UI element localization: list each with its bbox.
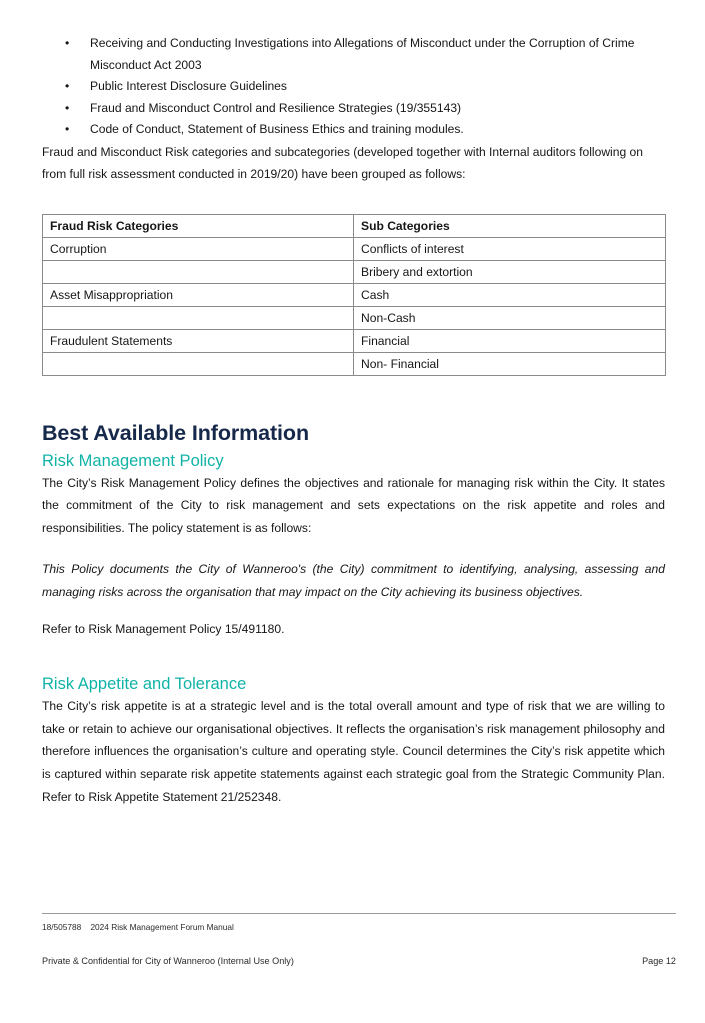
spacer — [42, 539, 665, 558]
table-cell-category: Fraudulent Statements — [43, 329, 354, 352]
subsection-paragraph: The City’s risk appetite is at a strategic level and is the total overall amount and type of risk that we are willing to take or retain to achieve our organisational objectives. It reflects the organisation’s risk management philosophy and therefore influences the organisation’s culture and operating style. Council determines the City’s risk appetite which is captured within separate risk appetite statements against each strategic goal from the Strategic Community Plan. Refer to Risk Appetite Statement 21/252348. — [42, 699, 665, 804]
table-cell-subcategory: Cash — [354, 283, 666, 306]
table-cell-category — [43, 352, 354, 375]
subsection-risk-management-policy — [42, 450, 665, 641]
table-cell-subcategory: Conflicts of interest — [354, 237, 666, 260]
bullet-icon: • — [65, 79, 70, 93]
list-item-label: Receiving and Conducting Investigations into Allegations of Misconduct under the Corruption of Crime Misconduct Act 2003 — [90, 36, 635, 72]
table-row — [43, 352, 666, 375]
page-title: Best Available Information — [42, 420, 310, 445]
footer-divider — [42, 913, 676, 914]
intro-paragraph: Fraud and Misconduct Risk categories and subcategories (developed together with Internal auditors following on from full risk assessment conducted in 2019/20) have been grouped as follows: — [42, 144, 644, 182]
list-item-label: Code of Conduct, Statement of Business Ethics and training modules. — [90, 122, 464, 136]
footer-document-reference: 18/505788 2024 Risk Management Forum Manual — [42, 922, 234, 932]
reference-bullet-list — [42, 33, 665, 141]
bullet-icon: • — [65, 122, 70, 136]
table-cell-category: Asset Misappropriation — [43, 283, 354, 306]
table-row — [43, 329, 666, 352]
subsection-heading: Risk Appetite and Tolerance — [42, 675, 247, 694]
section-heading-wrap — [42, 420, 665, 446]
list-item-label: Public Interest Disclosure Guidelines — [90, 79, 287, 93]
footer-confidentiality-notice: Private & Confidential for City of Wanneroo (Internal Use Only) — [42, 956, 294, 966]
bullet-icon: • — [65, 100, 70, 115]
list-item — [42, 33, 665, 76]
spacer — [42, 604, 665, 618]
subsection-risk-appetite-and-tolerance — [42, 673, 665, 808]
policy-reference: Refer to Risk Management Policy 15/491180. — [42, 621, 285, 636]
footer-page-number: Page 12 — [642, 956, 676, 966]
table-cell-category: Corruption — [43, 237, 354, 260]
column-header-fraud-risk-categories: Fraud Risk Categories — [43, 214, 354, 237]
subsection-heading: Risk Management Policy — [42, 451, 224, 470]
table-row — [43, 283, 666, 306]
table-row — [43, 237, 666, 260]
list-item — [42, 76, 665, 98]
fraud-risk-categories-table — [42, 214, 666, 376]
list-item-label: Fraud and Misconduct Control and Resilience Strategies (19/355143) — [90, 100, 462, 115]
table-cell-category — [43, 306, 354, 329]
policy-statement-quote: This Policy documents the City of Wanneroo's (the City) commitment to identifying, analysing, assessing and managing risks across the organisation that may impact on the City achieving its business objectives. — [42, 562, 665, 600]
table-row — [43, 260, 666, 283]
table-cell-subcategory: Non-Cash — [354, 306, 666, 329]
table-cell-subcategory: Bribery and extortion — [354, 260, 666, 283]
table-header-row — [43, 214, 666, 237]
footer-bottom-row — [42, 955, 676, 968]
page-footer — [42, 913, 676, 968]
table-cell-subcategory: Non- Financial — [354, 352, 666, 375]
table-row — [43, 306, 666, 329]
list-item — [42, 119, 665, 141]
list-item — [42, 98, 665, 120]
subsection-paragraph: The City’s Risk Management Policy defines the objectives and rationale for managing risk within the City. It states the commitment of the City to risk management and sets expectations on the risk appetite and roles and responsibilities. The policy statement is as follows: — [42, 475, 665, 535]
column-header-sub-categories: Sub Categories — [354, 214, 666, 237]
document-body — [42, 33, 665, 808]
table-cell-category — [43, 260, 354, 283]
bullet-icon: • — [65, 36, 70, 50]
table-cell-subcategory: Financial — [354, 329, 666, 352]
